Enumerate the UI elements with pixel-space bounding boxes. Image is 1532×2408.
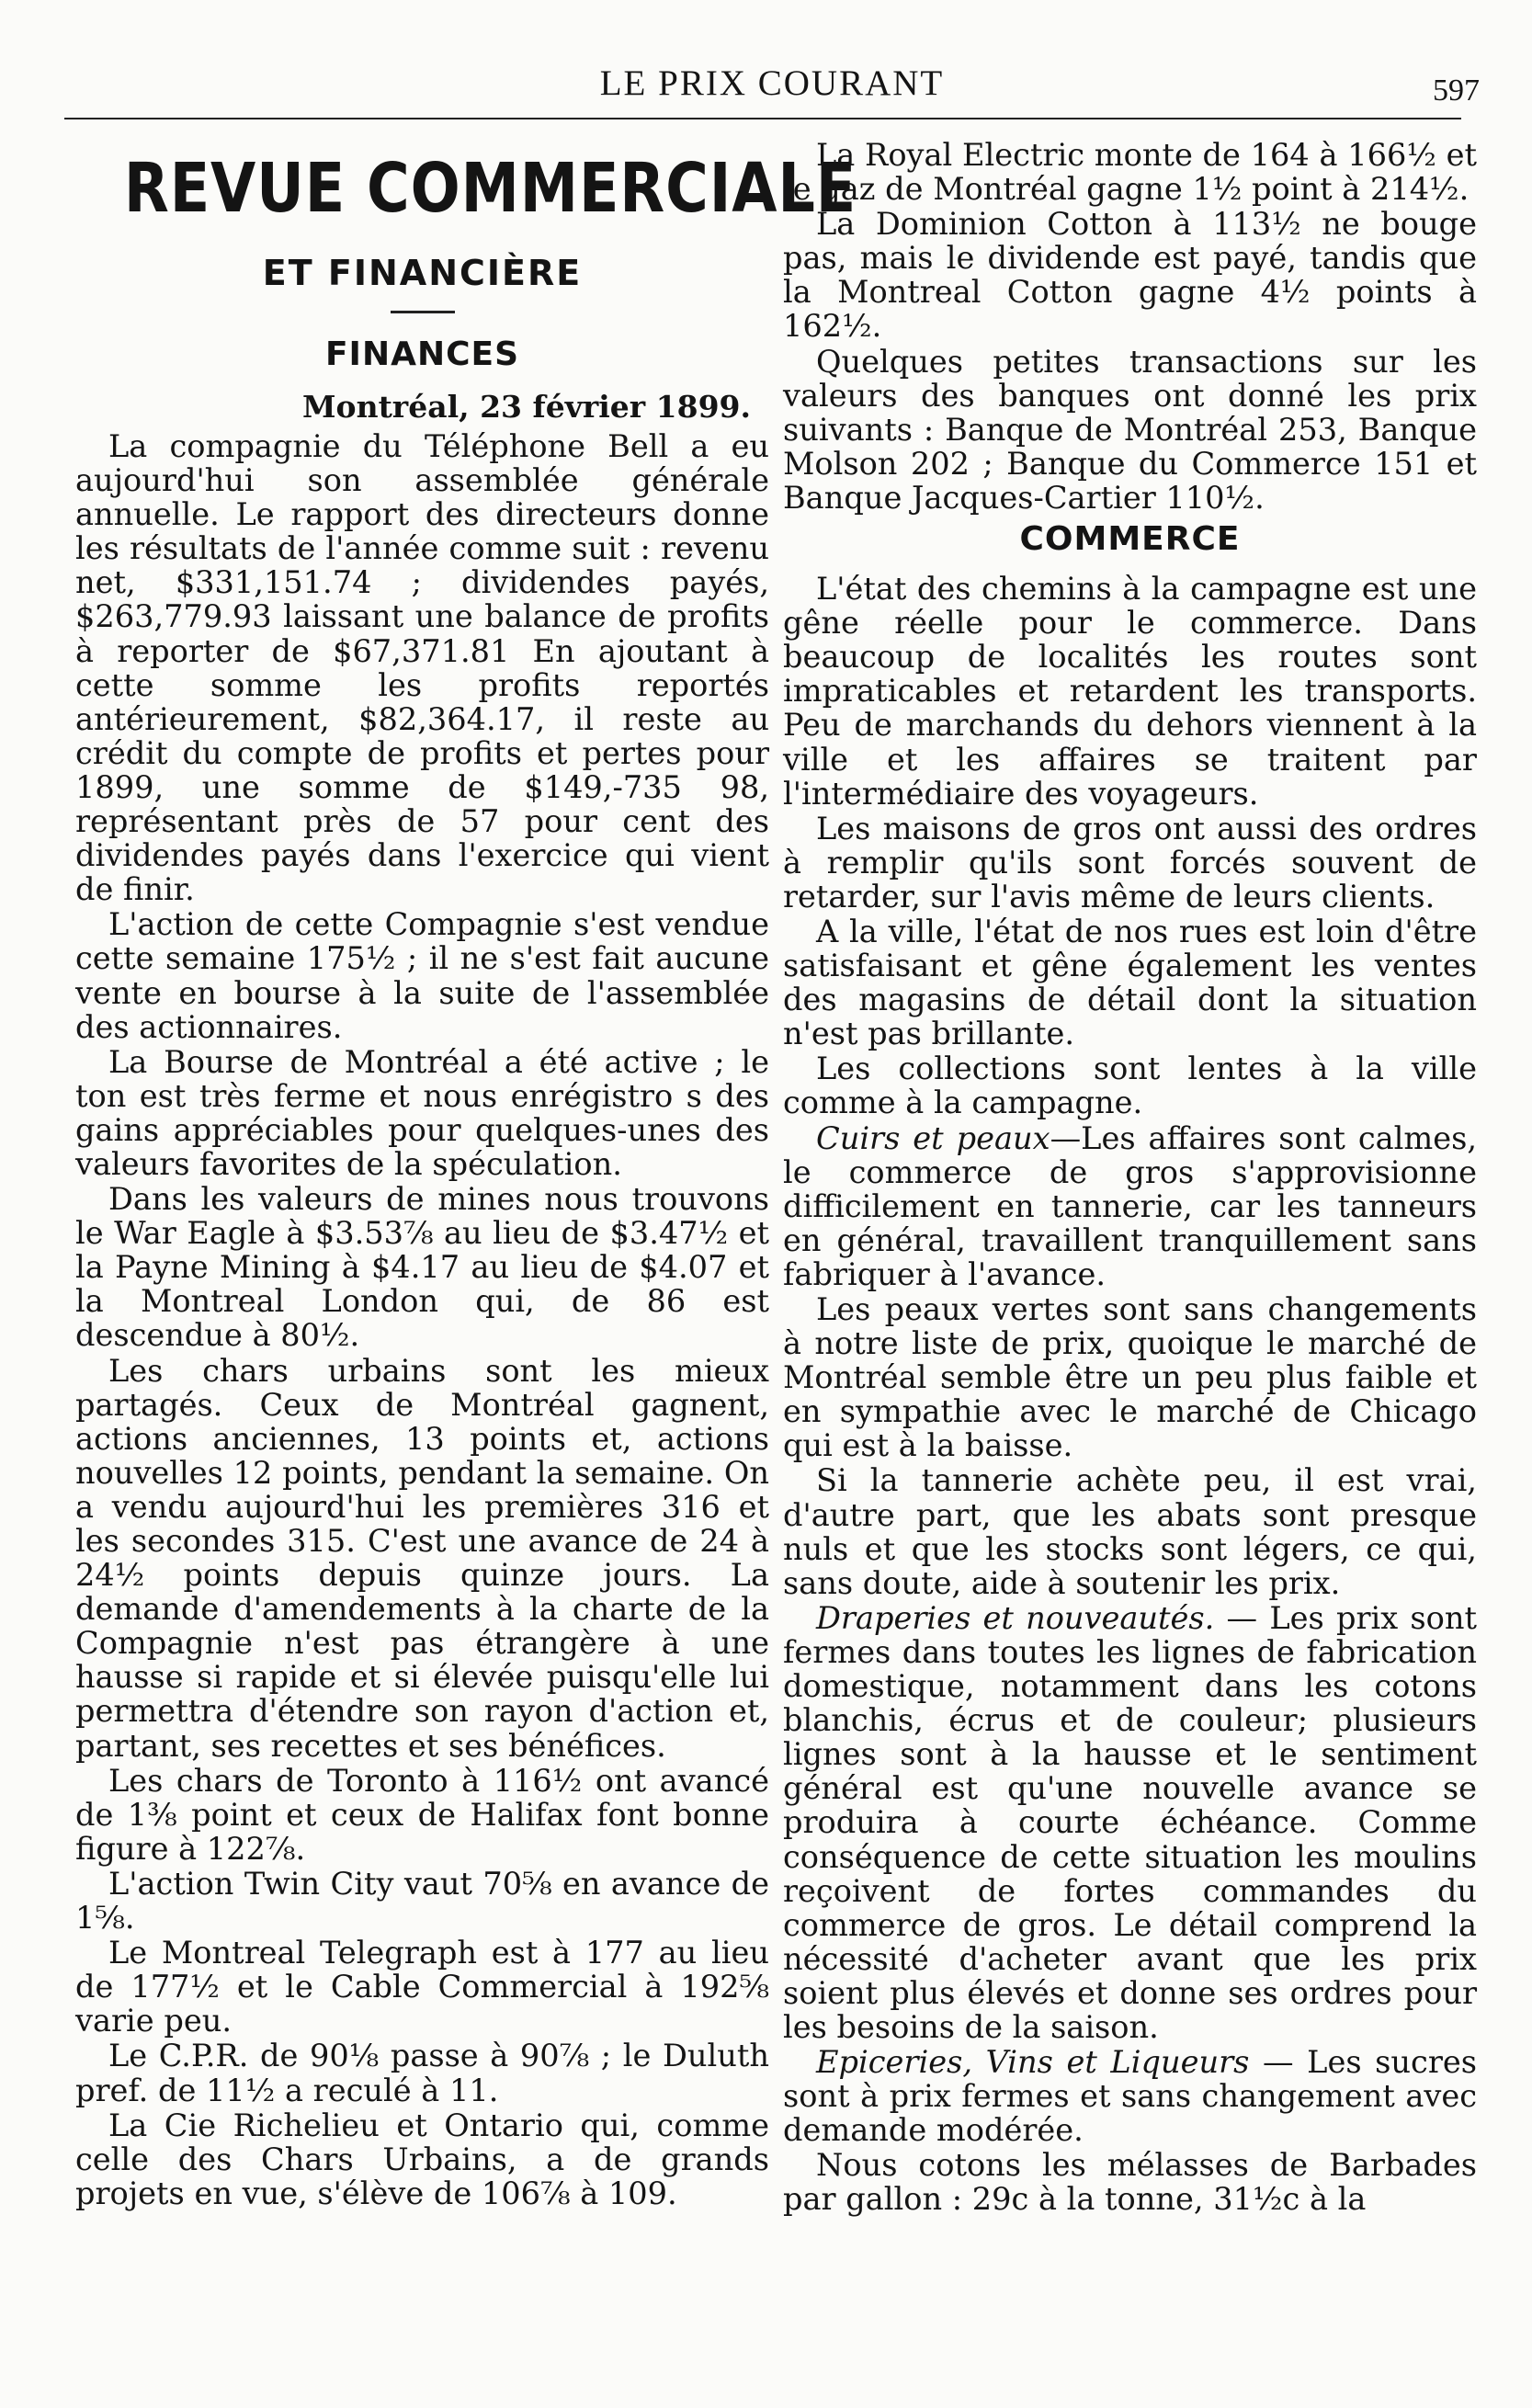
page-number: 597 [1433,74,1480,108]
article-paragraph: Les collections sont lentes à la ville comme à la campagne. [783,1051,1477,1121]
header-rule [64,118,1461,119]
groceries-text: — Les sucres sont à prix fermes et sans changement avec demande modérée. [783,2044,1477,2149]
article-paragraph: Les peaux vertes sont sans changements à notre liste de prix, quoique le marché de Montréal semble être un peu plus faible et en sympathie avec le marché de Chicago qui est à la baisse. [783,1291,1477,1464]
article-paragraph: L'état des chemins à la campagne est une gêne réelle pour le commerce. Dans beaucoup de localités les routes sont impraticables et retardent les transports. Peu de marchands du dehors viennent à la ville et les affaires se traitent par l'intermédiaire des voyageurs. [783,571,1477,812]
article-paragraph: La Bourse de Montréal a été active ; le ton est très ferme et nous enrégistro s des gains appréciables pour quelques-unes des valeurs favorites de la spéculation. [75,1043,769,1182]
dateline [75,387,769,427]
drapery-paragraph [783,1601,1477,2044]
article-paragraph: Les chars urbains sont les mieux partagés. Ceux de Montréal gagnent, actions anciennes, 13 points et, actions nouvelles 12 points, pendant la semaine. On a vendu aujourd'hui les premières 316 et les secondes 315. C'est une avance de 24 à 24½ points depuis quinze jours. La demande d'amendements à la charte de la Compagnie n'est pas étrangère à une hausse si rapide et si élevée puisqu'elle lui permettra d'étendre son rayon d'action et, partant, ses recettes et ses bénéfices. [75,1352,769,1764]
leather-label: Cuirs et peaux [816,1119,1050,1156]
right-column [783,138,1477,2217]
article-paragraph: L'action de cette Compagnie s'est vendue cette semaine 175½ ; il ne s'est fait aucune vente en bourse à la suite de l'assemblée des actionnaires. [75,906,769,1045]
drapery-text: — Les prix sont fermes dans toutes les lignes de fabrication domestique, notamment dans les cotons blanchis, écrus et de couleur; plusieurs lignes sont à la hausse et le sentiment général est qu'une nouvelle avance se produira à courte échéance. Comme conséquence de cette situation les moulins reçoivent de fortes commandes du commerce de gros. Le détail comprend la nécessité d'acheter avant que les prix soient plus élevés et donne ses ordres pour les besoins de la saison. [783,1599,1478,2045]
article-paragraph: Dans les valeurs de mines nous trouvons le War Eagle à $3.53⅞ au lieu de $3.47½ et la Payne Mining à $4.17 au lieu de $4.07 et la Montreal London qui, de 86 est descendue à 80½. [75,1181,769,1354]
left-column [75,138,857,2211]
groceries-paragraph [783,2045,1477,2147]
article-paragraph: Si la tannerie achète peu, il est vrai, d'autre part, que les abats sont presque nuls et que les stocks sont légers, ce qui, sans doute, aide à soutenir les prix. [783,1462,1477,1601]
article-paragraph: La Royal Electric monte de 164 à 166½ et le gaz de Montréal gagne 1½ point à 214½. [783,137,1477,208]
article-paragraph: A la ville, l'état de nos rues est loin d'être satisfaisant et gêne également les ventes des magasins de détail dont la situation n'est pas brillante. [783,913,1477,1052]
masthead: REVUE COMMERCIALE [123,149,857,228]
running-head [64,53,1480,108]
article-paragraph: Nous cotons les mélasses de Barbades par gallon : 29c à la tonne, 31½c à la [783,2147,1477,2218]
article-paragraph: La compagnie du Téléphone Bell a eu aujourd'hui son assemblée générale annuelle. Le rapport des directeurs donne les résultats de l'année comme suit : revenu net, $331,151.74 ; dividendes payés, $263,779.93 laissant une balance de profits à reporter de $67,371.81 En ajoutant à cette somme les profits reportés antérieurement, $82,364.17, il reste au crédit du compte de profits et pertes pour 1899, une somme de $149,-735 98, représentant près de 57 pour cent des dividendes payés dans l'exercice qui vient de finir. [75,428,769,908]
article-paragraph: Quelques petites transactions sur les valeurs des banques ont donné les prix suivants : Banque de Montréal 253, Banque Molson 202 ; Banque du Commerce 151 et Banque Jacques-Cartier 110½. [783,343,1477,516]
leather-paragraph [783,1121,1477,1291]
article-paragraph: Les maisons de gros ont aussi des ordres à remplir qu'ils sont forcés souvent de retarder, sur l'avis même de leurs clients. [783,810,1477,914]
running-title: LE PRIX COURANT [599,63,945,103]
drapery-label: Draperies et nouveautés. [816,1599,1215,1636]
article-paragraph: Le Montreal Telegraph est à 177 au lieu de 177½ et le Cable Commercial à 192⅝ varie peu. [75,1935,769,2039]
article-paragraph: Les chars de Toronto à 116½ ont avancé de 1⅜ point et ceux de Halifax font bonne figure à 122⅞. [75,1762,769,1867]
article-paragraph: Le C.P.R. de 90⅛ passe à 90⅞ ; le Duluth pref. de 11½ a reculé à 11. [75,2038,769,2108]
section-heading-finances: FINANCES [324,335,520,373]
article-paragraph: La Cie Richelieu et Ontario qui, comme celle des Chars Urbains, a de grands projets en vue, s'élève de 106⅞ à 109. [75,2107,769,2211]
leather-text: —Les affaires sont calmes, le commerce de gros s'approvisionne difficilement en tannerie, car les tanneurs en général, travaillent tranquillement sans fabriquer à l'avance. [783,1119,1478,1292]
groceries-label: Epiceries, Vins et Liqueurs [816,2044,1250,2081]
section-heading-commerce: COMMERCE [1019,520,1241,559]
section-divider [391,311,455,313]
article-paragraph: La Dominion Cotton à 113½ ne bouge pas, mais le dividende est payé, tandis que la Montreal Cotton gagne 4½ points à 162½. [783,206,1477,345]
dateline-text: Montréal, 23 février 1899. [302,389,751,425]
article-paragraph: L'action Twin City vaut 70⅝ en avance de 1⅝. [75,1865,769,1937]
masthead-subtitle: ET FINANCIÈRE [262,253,583,293]
